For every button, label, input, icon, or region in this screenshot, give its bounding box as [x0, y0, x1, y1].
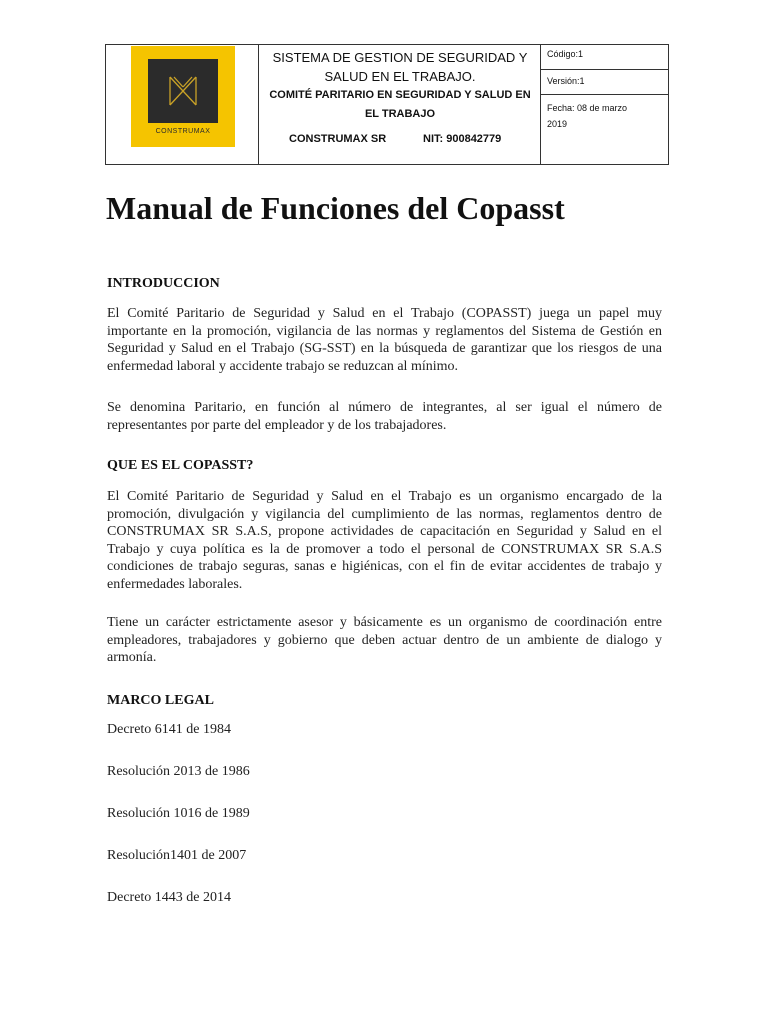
logo-brand-text: CONSTRUMAX	[155, 128, 211, 135]
legal-item: Decreto 1443 de 2014	[107, 890, 232, 905]
system-title	[259, 48, 541, 86]
construmax-logo-icon	[148, 59, 218, 123]
system-title-line1: SISTEMA DE GESTION DE SEGURIDAD Y	[272, 50, 528, 65]
committee-title-line2: EL TRABAJO	[364, 108, 436, 120]
version-field: Versión:1	[541, 70, 668, 95]
que-es-paragraph-2: Tiene un carácter estrictamente asesor y básicamente es un organismo de coordinación entre empleadores, trabajadores y gobierno que deben actuar dentro de un ambiente de dialogo y armonía.	[107, 615, 662, 665]
company-nit: NIT: 900842779	[423, 133, 502, 145]
document-title: Manual de Funciones del Copasst	[106, 190, 565, 226]
system-title-line2: SALUD EN EL TRABAJO.	[324, 69, 476, 84]
committee-title	[259, 86, 541, 124]
logo-cell	[106, 45, 259, 164]
codigo-field: Código:1	[541, 45, 668, 70]
que-es-heading: QUE ES EL COPASST?	[107, 458, 254, 473]
intro-paragraph-2: Se denomina Paritario, en función al número de integrantes, al ser igual el número de representantes por parte del empleador y de los trabajadores.	[107, 400, 662, 433]
fecha-line2: 2019	[547, 119, 568, 129]
logo-dark-panel	[148, 59, 218, 123]
construmax-logo	[131, 46, 235, 147]
company-name: CONSTRUMAX SR	[289, 133, 387, 145]
fecha-field	[541, 95, 653, 164]
intro-paragraph-1: El Comité Paritario de Seguridad y Salud en el Trabajo (COPASST) juega un papel muy importante en la promoción, vigilancia de las normas y reglamentos del Sistema de Gestión en Seguridad y Salud en el Trabajo (SG-SST) en la búsqueda de garantizar que los riesgos de una enfermedad laboral y accidente trabajo se reduzcan al mínimo.	[107, 306, 662, 374]
legal-item: Resolución 1016 de 1989	[107, 806, 250, 821]
document-meta-cell	[541, 45, 668, 164]
legal-item: Resolución 2013 de 1986	[107, 764, 250, 779]
legal-item: Resolución1401 de 2007	[107, 848, 247, 863]
document-header-table	[105, 44, 669, 165]
legal-item: Decreto 6141 de 1984	[107, 722, 232, 737]
fecha-line1: Fecha: 08 de marzo	[547, 103, 628, 113]
committee-title-line1: COMITÉ PARITARIO EN SEGURIDAD Y SALUD EN	[269, 89, 531, 101]
intro-heading: INTRODUCCION	[107, 276, 220, 291]
marco-legal-heading: MARCO LEGAL	[107, 693, 214, 708]
que-es-paragraph-1: El Comité Paritario de Seguridad y Salud en el Trabajo es un organismo encargado de la promoción, divulgación y vigilancia del cumplimiento de las normas, reglamentos dentro de CONSTRUMAX SR S.A.S, propone actividades de capacitación en Seguridad y Salud en el Trabajo y cuya política es la de promover a todo el personal de CONSTRUMAX SR S.A.S condiciones de trabajo seguras, sanas e higiénicas, con el fin de evitar accidentes de trabajo y enfermedades laborales.	[107, 489, 662, 592]
title-cell	[259, 45, 541, 164]
